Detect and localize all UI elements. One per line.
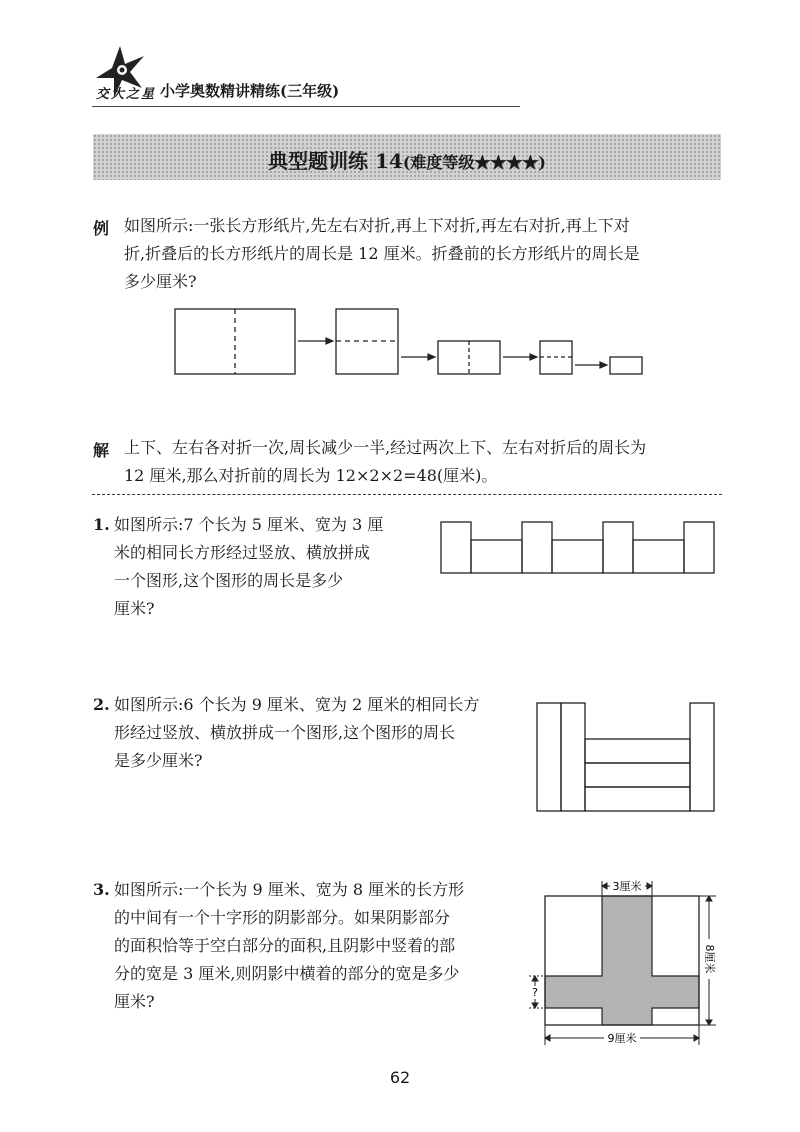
problem-line: 如图所示:一个长为 9 厘米、宽为 8 厘米的长方形: [114, 880, 465, 899]
arrow-head-4: [600, 362, 607, 368]
example-text: [124, 212, 724, 240]
problem-3-number: 3.: [93, 880, 110, 899]
example-line: 多少厘米?: [124, 272, 197, 291]
solution-label: 解: [93, 441, 110, 460]
solution-line: 上下、左右各对折一次,周长减少一半,经过两次上下、左右对折后的周长为: [124, 438, 647, 457]
section-divider: [92, 494, 722, 495]
arrow-head-3: [530, 354, 537, 360]
section-title: [93, 145, 721, 174]
problem-line: 的面积恰等于空白部分的面积,且阴影中竖着的部: [114, 936, 456, 955]
example-text-2: [124, 240, 724, 296]
problem-line: 形经过竖放、横放拼成一个图形,这个图形的周长: [114, 723, 456, 742]
left-dimension-label: ?: [532, 986, 538, 999]
problem-line: 厘米?: [114, 992, 155, 1011]
example-label: 例: [93, 219, 110, 238]
bottom-dimension-label: 9厘米: [607, 1032, 637, 1045]
problem-line: 如图所示:7 个长为 5 厘米、宽为 3 厘: [114, 515, 384, 534]
problem-2-figure: [534, 700, 720, 816]
problem-2-text: [114, 691, 524, 775]
brand-name: 交大之星: [96, 87, 157, 102]
example-line: 折,折叠后的长方形纸片的周长是 12 厘米。折叠前的长方形纸片的周长是: [124, 244, 640, 263]
top-dimension-label: 3厘米: [612, 880, 642, 893]
problem-line: 一个图形,这个图形的周长是多少: [114, 571, 344, 590]
arrow-head-1: [326, 338, 333, 344]
book-title: 小学奥数精讲精练(三年级): [160, 82, 340, 100]
shaded-cross: [545, 896, 699, 1025]
difficulty-label: (难度等级★★★★): [402, 153, 546, 172]
problem-1-number: 1.: [93, 515, 110, 534]
right-dimension-label: 8厘米: [703, 944, 716, 974]
problem-line: 如图所示:6 个长为 9 厘米、宽为 2 厘米的相同长方: [114, 695, 480, 714]
solution-text: [124, 434, 724, 490]
folding-diagram: [170, 305, 650, 385]
problem-line: 分的宽是 3 厘米,则阴影中横着的部分的宽是多少: [114, 964, 460, 983]
problem-1-figure: [438, 518, 718, 578]
solution-line: 12 厘米,那么对折前的周长为 12×2×2=48(厘米)。: [124, 466, 498, 485]
problem-line: 米的相同长方形经过竖放、横放拼成: [114, 543, 371, 562]
page-number: 62: [389, 1068, 411, 1087]
problem-2-number: 2.: [93, 695, 110, 714]
problem-line: 厘米?: [114, 599, 155, 618]
example-line: 如图所示:一张长方形纸片,先左右对折,再上下对折,再左右对折,再上下对: [124, 216, 630, 235]
problem-line: 是多少厘米?: [114, 751, 203, 770]
problem-line: 的中间有一个十字形的阴影部分。如果阴影部分: [114, 908, 451, 927]
problem-1-text: [114, 511, 434, 623]
section-title-main: 典型题训练 14: [268, 149, 403, 173]
problem-3-text: [114, 876, 524, 1016]
problem-3-figure: [526, 875, 726, 1050]
arrow-head-2: [428, 354, 435, 360]
paper-step-5: [610, 357, 642, 374]
header-divider: [92, 106, 520, 107]
